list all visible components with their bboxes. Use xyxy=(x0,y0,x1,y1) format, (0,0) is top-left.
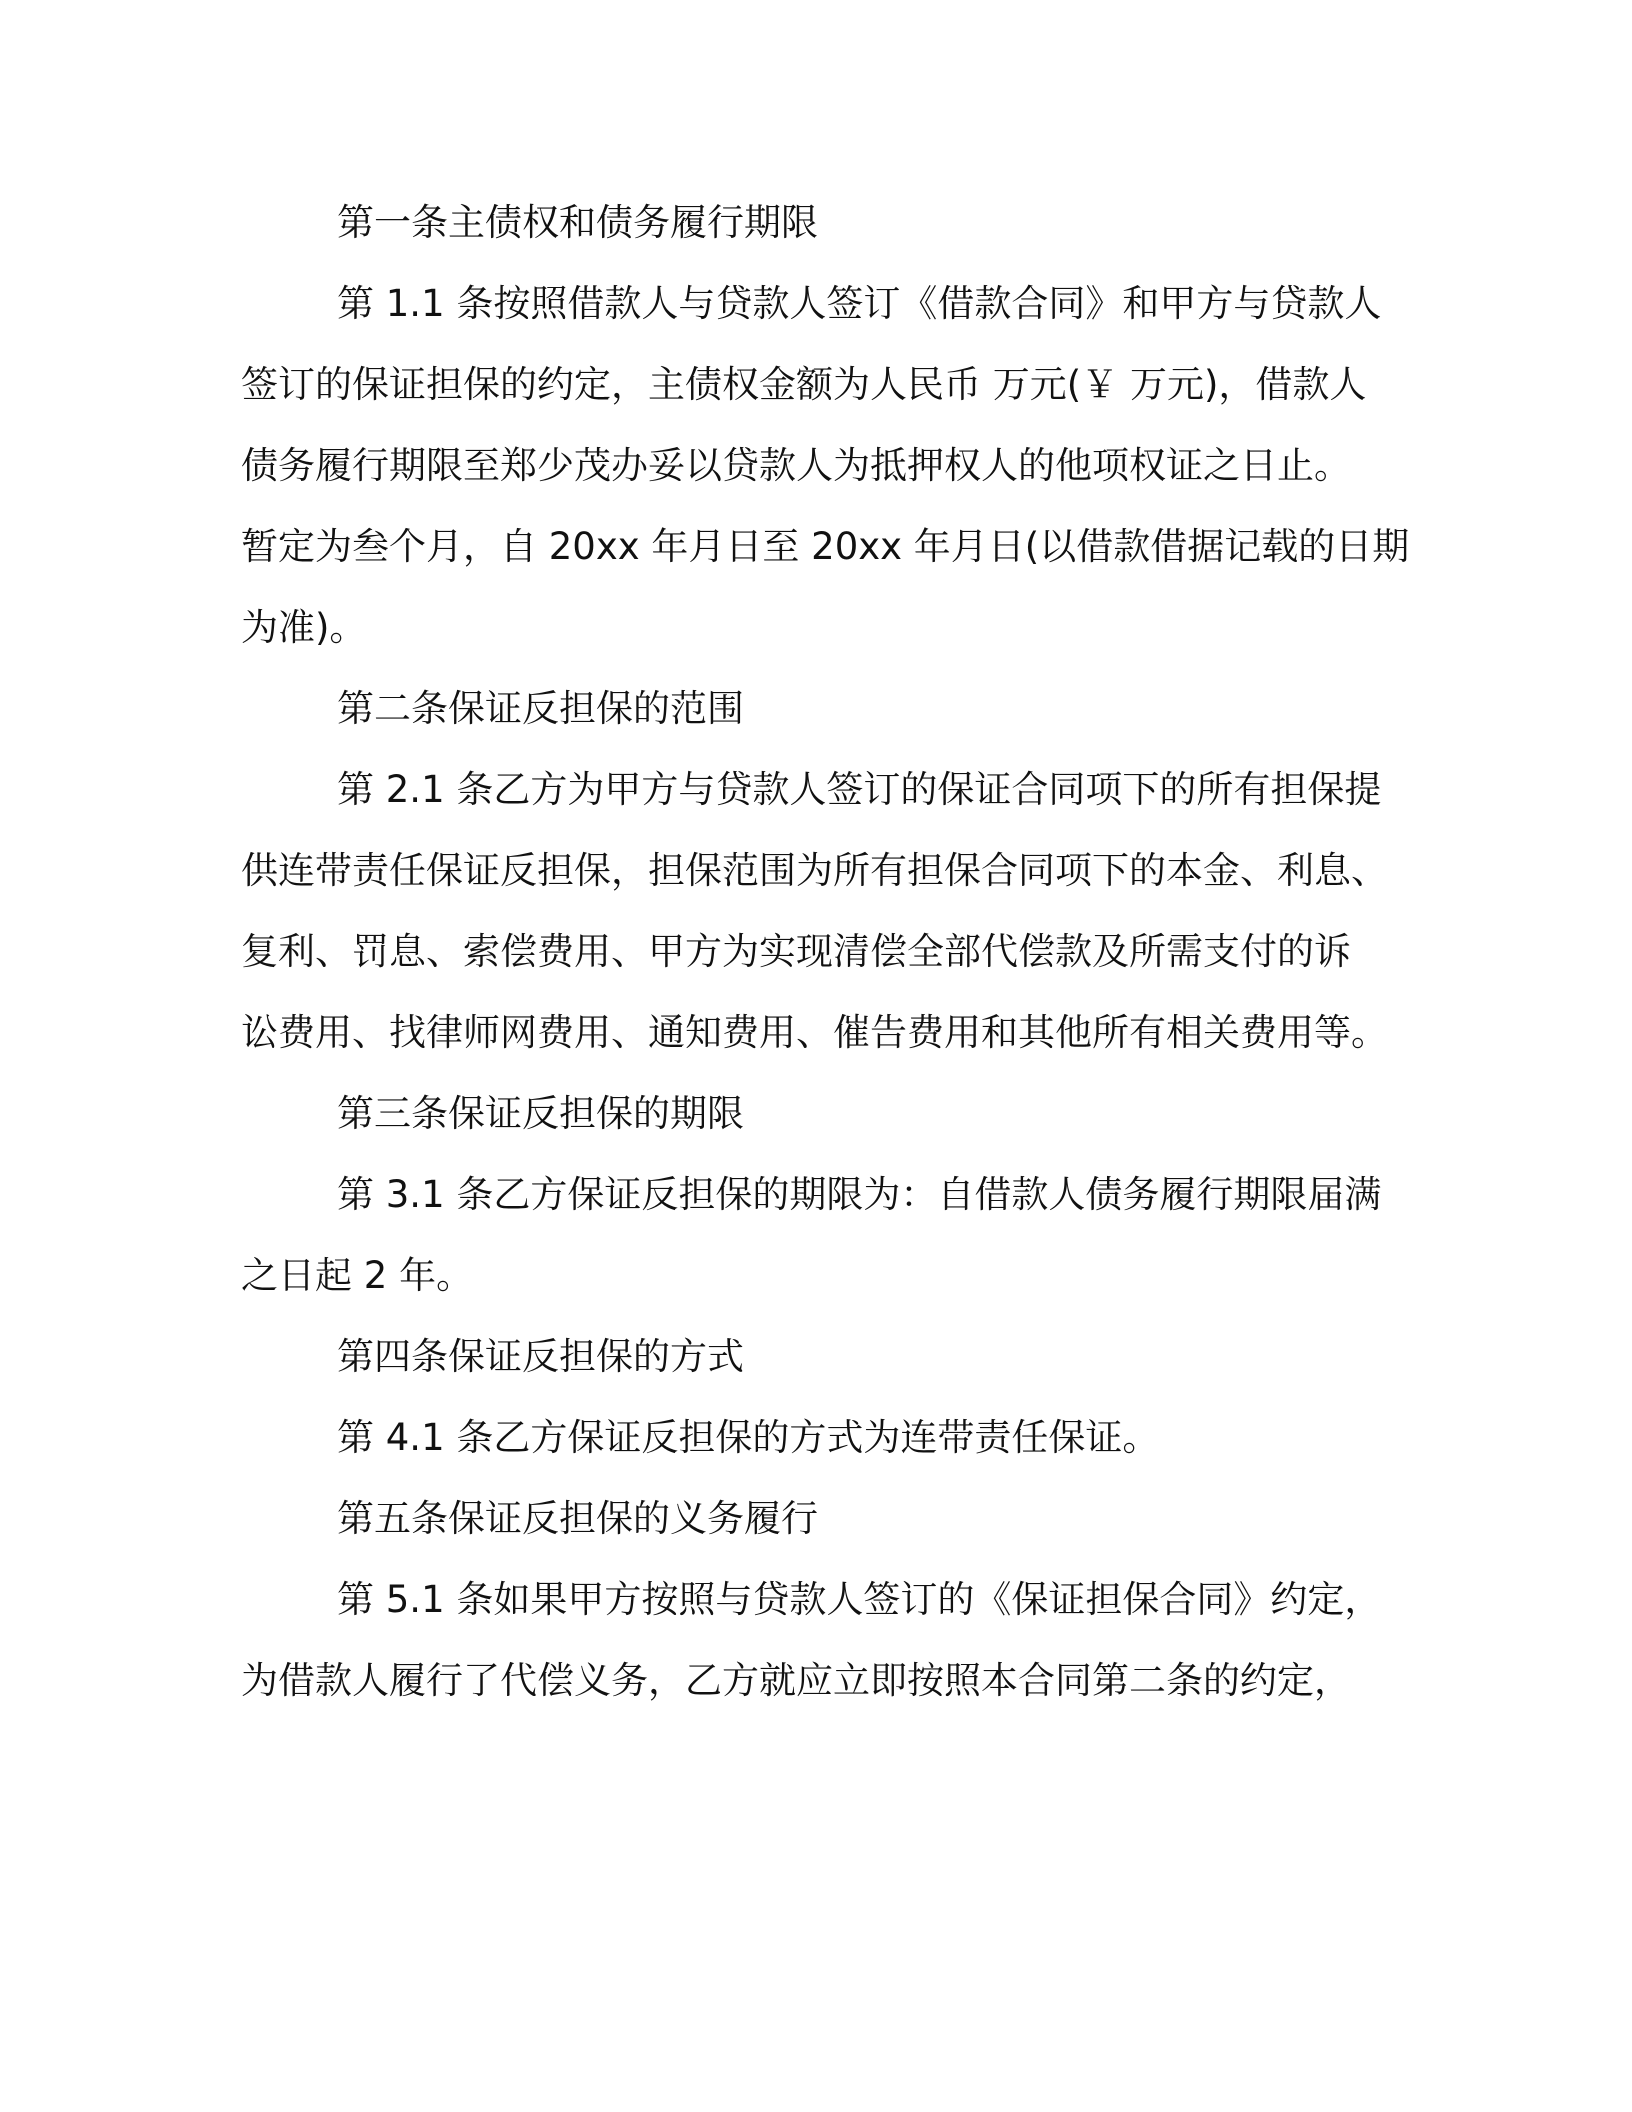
section-1-line-2: 签订的保证担保的约定，主债权金额为人民币 万元(￥ 万元)，借款人 xyxy=(241,363,1367,406)
section-2-line-4: 讼费用、找律师网费用、通知费用、催告费用和其他所有相关费用等。 xyxy=(241,1011,1388,1054)
section-3-line-1: 第 3.1 条乙方保证反担保的期限为：自借款人债务履行期限届满 xyxy=(337,1173,1382,1216)
section-1-heading: 第一条主债权和债务履行期限 xyxy=(337,201,818,244)
section-3-line-2: 之日起 2 年。 xyxy=(241,1254,474,1297)
section-2-line-3: 复利、罚息、索偿费用、甲方为实现清偿全部代偿款及所需支付的诉 xyxy=(241,930,1351,973)
section-5-line-1: 第 5.1 条如果甲方按照与贷款人签订的《保证担保合同》约定， xyxy=(337,1578,1382,1621)
section-2-heading: 第二条保证反担保的范围 xyxy=(337,687,744,730)
section-3-heading: 第三条保证反担保的期限 xyxy=(337,1092,744,1135)
section-1-line-3: 债务履行期限至郑少茂办妥以贷款人为抵押权人的他项权证之日止。 xyxy=(241,444,1351,487)
section-1-line-4: 暂定为叁个月，自 20xx 年月日至 20xx 年月日(以借款借据记载的日期 xyxy=(241,525,1410,568)
section-5-line-2: 为借款人履行了代偿义务，乙方就应立即按照本合同第二条的约定， xyxy=(241,1659,1351,1702)
section-1-paragraph xyxy=(241,263,1410,668)
section-5-heading: 第五条保证反担保的义务履行 xyxy=(337,1497,818,1540)
section-1-line-1: 第 1.1 条按照借款人与贷款人签订《借款合同》和甲方与贷款人 xyxy=(337,282,1382,325)
section-2-line-2: 供连带责任保证反担保，担保范围为所有担保合同项下的本金、利息、 xyxy=(241,849,1388,892)
section-5-paragraph xyxy=(241,1559,1391,1721)
section-3-paragraph xyxy=(241,1154,1391,1316)
section-4-paragraph xyxy=(241,1397,1391,1478)
section-4-heading: 第四条保证反担保的方式 xyxy=(337,1335,744,1378)
document-body xyxy=(241,182,1410,1721)
section-4-line-1: 第 4.1 条乙方保证反担保的方式为连带责任保证。 xyxy=(337,1416,1160,1459)
section-2-line-1: 第 2.1 条乙方为甲方与贷款人签订的保证合同项下的所有担保提 xyxy=(337,768,1382,811)
section-2-paragraph xyxy=(241,749,1391,1073)
section-1-line-5: 为准)。 xyxy=(241,606,367,649)
